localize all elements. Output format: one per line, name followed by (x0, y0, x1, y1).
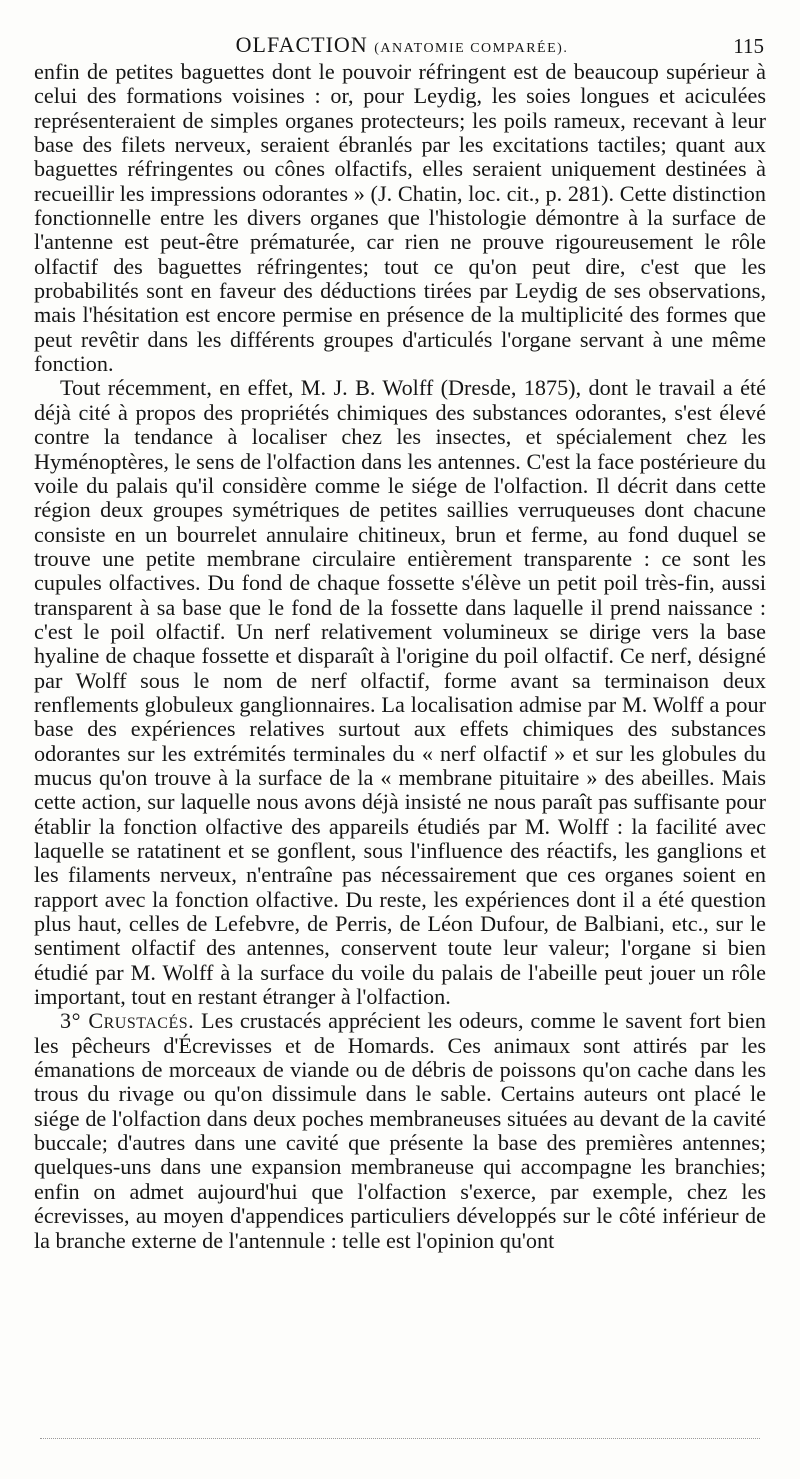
paragraph-1: enfin de petites baguettes dont le pouvoir réfringent est de beaucoup supérieur à celui des formations voisines : or, pour Leydig, les soies longues et aciculées représenteraient de simples organes protecteurs; les poils rameux, recevant à leur base des filets nerveux, seraient ébranlés par les excitations tactiles; quant aux baguettes réfringentes ou cônes olfactifs, elles seraient uniquement destinées à recueillir les impressions odorantes » (J. Chatin, loc. cit., p. 281). Cette distinction fonctionnelle entre les divers organes que l'histologie démontre à la surface de l'antenne est peut-être prématurée, car rien ne prouve rigoureusement le rôle olfactif des baguettes réfringentes; tout ce qu'on peut dire, c'est que les probabilités sont en faveur des déductions tirées par Leydig de ses observations, mais l'hésitation est encore permise en présence de la multiplicité des formes que peut revêtir dans les différents groupes d'articulés l'organe servant à une même fonction. (34, 59, 766, 377)
paragraph-3-text: Les crustacés apprécient les odeurs, comme le savent fort bien les pêcheurs d'Écrevisses et de Homards. Ces animaux sont attirés par les émanations de morceaux de viande ou de débris de poissons qu'on cache dans les trous du rivage ou qu'on dissimule dans le sable. Certains auteurs ont placé le siége de l'olfaction dans deux poches membraneuses situées au devant de la cavité buccale; d'autres dans une cavité que présente la base des premières antennes; quelques-uns dans une expansion membraneuse qui accompagne les branchies; enfin on admet aujourd'hui que l'olfaction s'exerce, par exemple, chez les écrevisses, au moyen d'appendices particuliers développés sur le côté inférieur de la branche externe de l'antennule : telle est l'opinion qu'ont (34, 1008, 767, 1253)
section-label-crustaces: 3° Crustacés. (60, 1008, 195, 1034)
running-title (40, 32, 764, 58)
title-subtitle: (ANATOMIE COMPARÉE). (374, 41, 569, 56)
title-main: OLFACTION (235, 32, 368, 57)
paragraph-3 (34, 1009, 766, 1252)
body-text (34, 60, 766, 1253)
page-number: 115 (733, 34, 764, 58)
running-head (40, 32, 764, 62)
paragraph-2: Tout récemment, en effet, M. J. B. Wolff (Dresde, 1875), dont le travail a été déjà cité à propos des propriétés chimiques des substances odorantes, s'est élevé contre la tendance à localiser chez les insectes, et spécialement chez les Hyménoptères, le sens de l'olfaction dans les antennes. C'est la face postérieure du voile du palais qu'il considère comme le siége de l'olfaction. Il décrit dans cette région deux groupes symétriques de petites saillies verruqueuses dont chacune consiste en un bourrelet annulaire chitineux, brun et ferme, au fond duquel se trouve une petite membrane circulaire entièrement transparente : ce sont les cupules olfactives. Du fond de chaque fossette s'élève un petit poil très-fin, aussi transparent à sa base que le fond de la fossette dans laquelle il prend naissance : c'est le poil olfactif. Un nerf relativement volumineux se dirige vers la base hyaline de chaque fossette et disparaît à l'origine du poil olfactif. Ce nerf, désigné par Wolff sous le nom de nerf olfactif, forme avant sa terminaison deux renflements globuleux ganglionnaires. La localisation admise par M. Wolff a pour base des expériences relatives surtout aux effets chimiques des substances odorantes sur les extrémités terminales du « nerf olfactif » et sur les globules du mucus qu'on trouve à la surface de la « membrane pituitaire » des abeilles. Mais cette action, sur laquelle nous avons déjà insisté ne nous paraît pas suffisante pour établir la fonction olfactive des appareils étudiés par M. Wolff : la facilité avec laquelle se ratatinent et se gonflent, sous l'influence des réactifs, les ganglions et les filaments nerveux, n'entraîne pas nécessairement que ces organes soient en rapport avec la fonction olfactive. Du reste, les expériences dont il a été question plus haut, celles de Lefebvre, de Perris, de Léon Dufour, de Balbiani, etc., sur le sentiment olfactif des antennes, conservent toute leur valeur; l'organe si bien étudié par M. Wolff à la surface du voile du palais de l'abeille peut jouer un rôle important, tout en restant étranger à l'olfaction. (34, 375, 766, 1010)
footer-rule (40, 1438, 760, 1439)
